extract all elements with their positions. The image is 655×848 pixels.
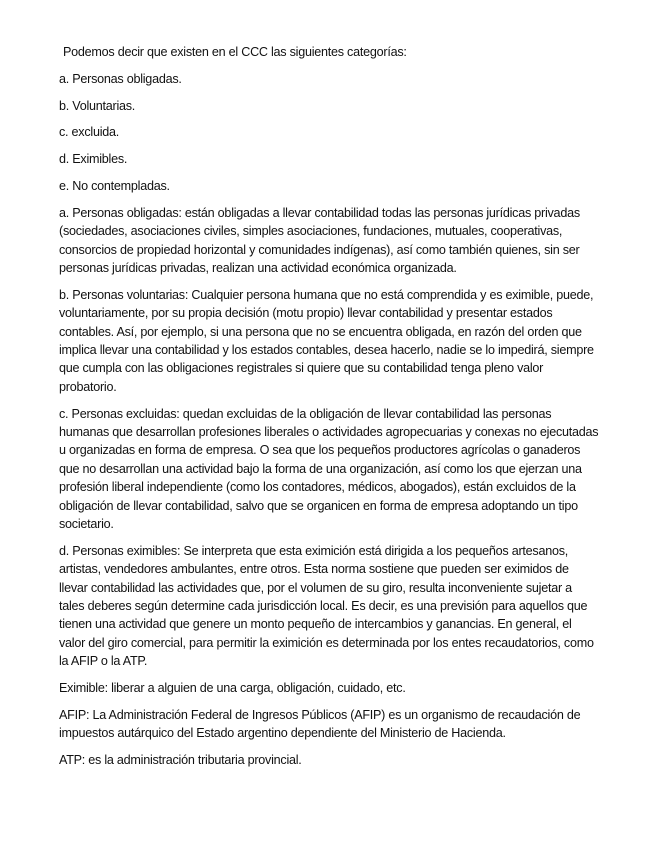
- section-label: c. Personas excluidas:: [59, 406, 180, 421]
- section-personas-voluntarias: [59, 286, 600, 396]
- note-afip: AFIP: La Administración Federal de Ingresos Públicos (AFIP) es un organismo de recaudación de impuestos autárquico del Estado argentino dependiente del Ministerio de Hacienda.: [59, 707, 581, 741]
- section-label: a. Personas obligadas:: [59, 205, 182, 220]
- category-list-item: a. Personas obligadas.: [59, 71, 182, 86]
- section-text: Cualquier persona humana que no está comprendida y es eximible, puede, voluntariamente, por su propia decisión (motu propio) llevar contabilidad y presentar estados contables. Así, por ejemplo, si una persona que no se encuentra obligada, en razón del orden que implica llevar una contabilidad y los estados contables, desea hacerlo, nadie se lo impedirá, siempre que cumpla con las obligaciones registrales si quiere que su contabilidad tenga pleno valor probatorio.: [59, 287, 594, 394]
- category-list-item: c. excluida.: [59, 125, 119, 140]
- section-personas-excluidas: [59, 405, 600, 534]
- note-atp: ATP: es la administración tributaria provincial.: [59, 753, 302, 768]
- section-text: Se interpreta que esta eximición está dirigida a los pequeños artesanos, artistas, vendedores ambulantes, entre otros. Esta norma sostiene que pueden ser eximidos de llevar contabilidad las actividades que, por el volumen de su giro, resulta inconveniente sujetar a tales deberes según determine cada jurisdicción local. Es decir, es una previsión para aquellos que tienen una actividad que genere un monto pequeño de intercambios y ganancias. En general, el valor del giro comercial, para permitir la eximición es determinada por los entes recaudatorios, como la AFIP o la ATP.: [59, 543, 594, 669]
- section-text: están obligadas a llevar contabilidad todas las personas jurídicas privadas (sociedades, asociaciones civiles, simples asociaciones, fundaciones, mutuales, cooperativas, consorcios de propiedad horizontal y comunidades indígenas), así como también quienes, sin ser personas jurídicas privadas, realizan una actividad económica organizada.: [59, 205, 580, 275]
- section-personas-obligadas: [59, 204, 600, 278]
- section-label: b. Personas voluntarias:: [59, 287, 189, 302]
- category-list-item: d. Eximibles.: [59, 152, 128, 167]
- intro-paragraph: Podemos decir que existen en el CCC las siguientes categorías:: [63, 45, 407, 59]
- section-text: quedan excluidas de la obligación de llevar contabilidad las personas humanas que desarrollan profesiones liberales o actividades agropecuarias y conexas no ejecutadas u organizadas en forma de empresa. O sea que los pequeños productores agrícolas o ganaderos que no desarrollan una actividad bajo la forma de una organización, así como los que ejerzan una profesión liberal independiente (como los contadores, médicos, abogados), están excluidos de la obligación de llevar contabilidad, salvo que se organicen en forma de empresa adoptando un tipo societario.: [59, 406, 599, 532]
- note-eximible: Eximible: liberar a alguien de una carga, obligación, cuidado, etc.: [59, 681, 406, 696]
- section-personas-eximibles: [59, 542, 600, 671]
- section-label: d. Personas eximibles:: [59, 543, 181, 558]
- category-list-item: e. No contempladas.: [59, 178, 170, 193]
- category-list-item: b. Voluntarias.: [59, 98, 136, 113]
